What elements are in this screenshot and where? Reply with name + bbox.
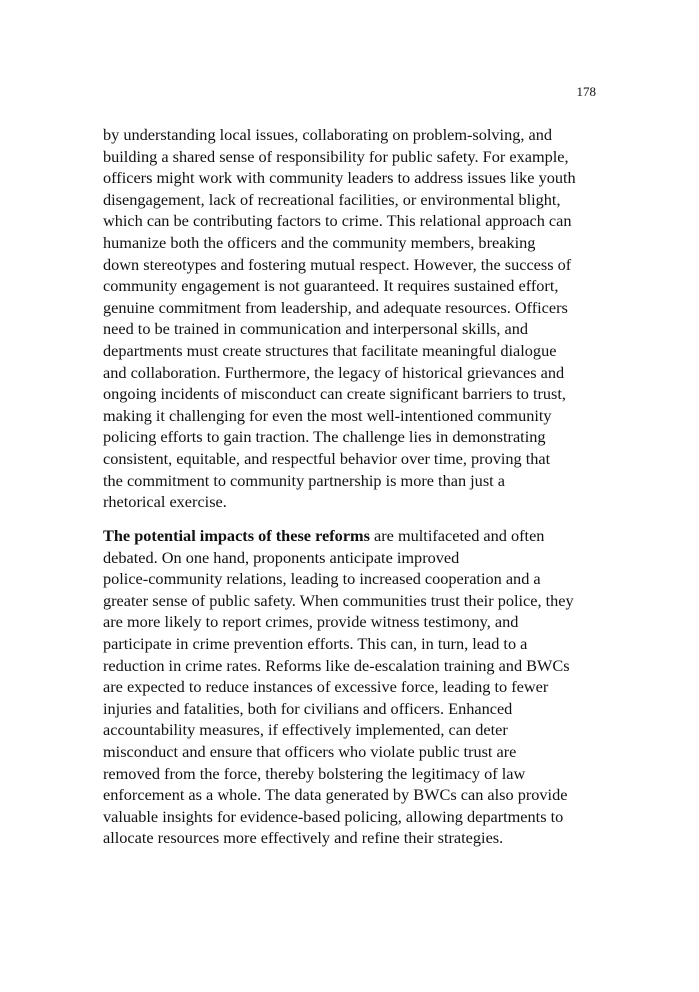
paragraph-potential-impacts [103, 525, 623, 849]
paragraph-community-engagement [103, 124, 623, 513]
text-line: need to be trained in communication and interpersonal skills, and [103, 319, 529, 339]
first-line-rest: are multifaceted and often [369, 526, 545, 545]
text-line: humanize both the officers and the community members, breaking [103, 232, 536, 252]
text-line: removed from the force, thereby bolstering the legitimacy of law [103, 763, 526, 783]
text-line: which can be contributing factors to crime. This relational approach can [103, 211, 572, 231]
page-number: 178 [576, 84, 596, 99]
text-line: consistent, equitable, and respectful behavior over time, proving that [103, 448, 551, 468]
text-line: accountability measures, if effectively implemented, can deter [103, 720, 508, 740]
text-line: building a shared sense of responsibility for public safety. For example, [103, 146, 569, 166]
text-line: making it challenging for even the most well-intentioned community [103, 405, 552, 425]
text-line: disengagement, lack of recreational facilities, or environmental blight, [103, 189, 561, 209]
text-line: police-community relations, leading to increased cooperation and a [103, 569, 541, 589]
text-line: are expected to reduce instances of excessive force, leading to fewer [103, 677, 549, 697]
text-line: departments must create structures that facilitate meaningful dialogue [103, 340, 557, 360]
bold-lead-phrase: The potential impacts of these reforms [103, 526, 370, 545]
text-line: greater sense of public safety. When communities trust their police, they [103, 590, 574, 610]
text-line: genuine commitment from leadership, and adequate resources. Officers [103, 297, 568, 317]
text-line [103, 525, 623, 547]
text-line: officers might work with community leaders to address issues like youth [103, 168, 576, 188]
text-line: the commitment to community partnership is more than just a [103, 470, 505, 490]
text-line: and collaboration. Furthermore, the legacy of historical grievances and [103, 362, 565, 382]
text-line: ongoing incidents of misconduct can create significant barriers to trust, [103, 384, 566, 404]
text-line: by understanding local issues, collaborating on problem-solving, and [103, 125, 553, 144]
text-line: enforcement as a whole. The data generated by BWCs can also provide [103, 785, 568, 805]
text-line: allocate resources more effectively and refine their strategies. [103, 828, 504, 848]
text-line: misconduct and ensure that officers who violate public trust are [103, 741, 517, 761]
text-line: valuable insights for evidence-based policing, allowing departments to [103, 806, 564, 826]
text-line: policing efforts to gain traction. The challenge lies in demonstrating [103, 427, 546, 447]
text-line: participate in crime prevention efforts. This can, in turn, lead to a [103, 633, 528, 653]
text-line: injuries and fatalities, both for civilians and officers. Enhanced [103, 698, 513, 718]
text-line: down stereotypes and fostering mutual respect. However, the success of [103, 254, 572, 274]
text-line: reduction in crime rates. Reforms like de-escalation training and BWCs [103, 655, 570, 675]
text-line: debated. On one hand, proponents anticipate improved [103, 547, 460, 567]
text-line: are more likely to report crimes, provide witness testimony, and [103, 612, 519, 632]
text-line: rhetorical exercise. [103, 492, 227, 512]
text-line: community engagement is not guaranteed. It requires sustained effort, [103, 276, 559, 296]
